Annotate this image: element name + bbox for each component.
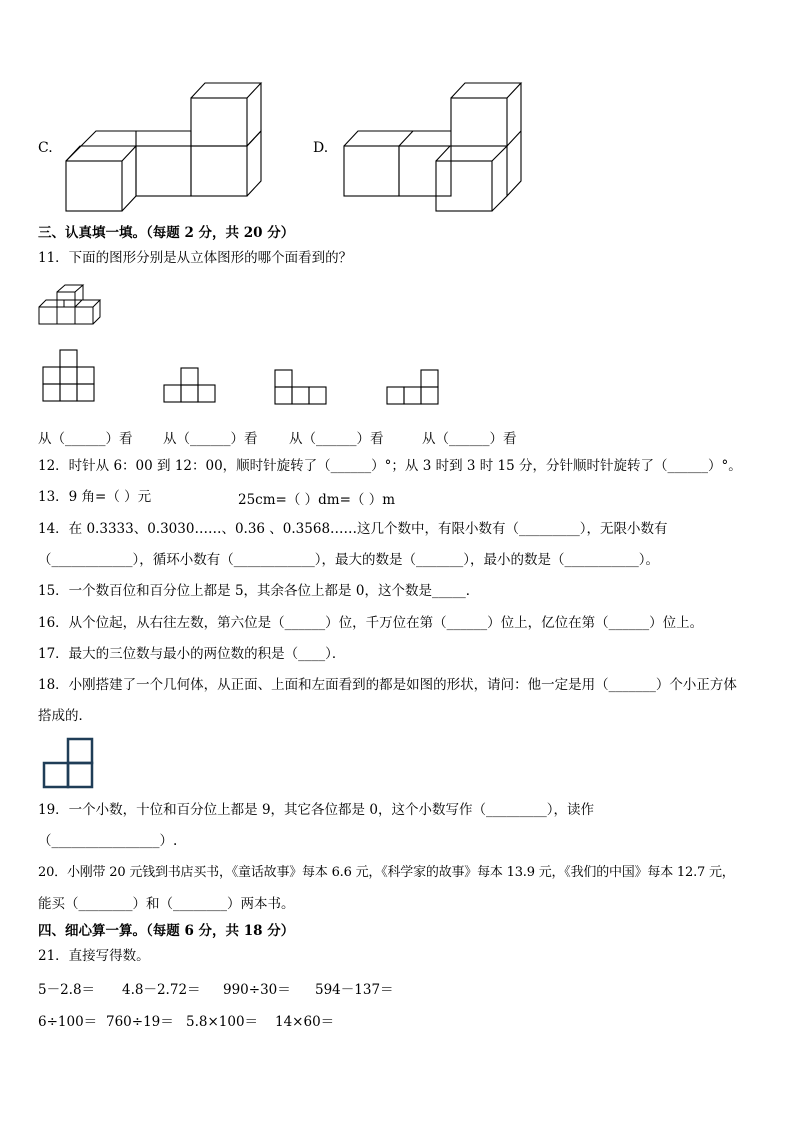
question-20-line-2: 能买（________）和（________）两本书。 [38, 896, 295, 912]
q11-answer-2[interactable]: 从（______）看 [163, 431, 258, 447]
calc-1-2: 4.8－2.72＝ [122, 982, 201, 998]
calc-2-3: 5.8×100＝ [186, 1014, 259, 1030]
calc-2-4: 14×60＝ [275, 1014, 335, 1030]
question-19-line-1: 19．一个小数，十位和百分位上都是 9，其它各位都是 0，这个小数写作（_________），读作 [38, 802, 594, 818]
q11-answer-1[interactable]: 从（______）看 [38, 431, 133, 447]
question-18-line-2: 搭成的． [38, 708, 92, 724]
section-3-heading: 三、认真填一填。（每题 2 分，共 20 分） [38, 225, 295, 241]
calc-2-2: 760÷19＝ [106, 1014, 174, 1030]
option-c-label: C. [38, 140, 53, 156]
question-18-line-1: 18．小刚搭建了一个几何体，从正面、上面和左面看到的都是如图的形状，请问：他一定是用（_______）个小正方体 [38, 677, 737, 693]
option-d-figure [340, 80, 540, 220]
question-15: 15．一个数百位和百分位上都是 5，其余各位上都是 0，这个数是_____． [38, 583, 480, 599]
question-13-part-1: 13．9 角=（ ）元 [38, 489, 152, 505]
calc-1-1: 5－2.8＝ [38, 982, 96, 998]
q11-view-4 [386, 369, 446, 409]
question-21: 21．直接写得数。 [38, 948, 150, 964]
question-12: 12．时针从 6：00 到 12：00，顺时针旋转了（______）°；从 3 时到 3 时 15 分，分针顺时针旋转了（______）°。 [38, 458, 742, 474]
question-17: 17．最大的三位数与最小的两位数的积是（____）． [38, 646, 346, 662]
calc-2-1: 6÷100＝ [38, 1014, 98, 1030]
q11-view-3 [274, 369, 334, 409]
question-11: 11．下面的图形分别是从立体图形的哪个面看到的？ [38, 250, 353, 266]
calc-1-4: 594－137＝ [315, 982, 394, 998]
question-19-line-2: （________________）. [38, 833, 178, 849]
q11-answer-3[interactable]: 从（______）看 [289, 431, 384, 447]
question-14-line-1: 14．在 0.3333、0.3030……、0.36 、0.3568……这几个数中，有限小数有（_________），无限小数有 [38, 521, 668, 537]
q11-view-2 [163, 367, 223, 407]
calc-1-3: 990÷30＝ [223, 982, 291, 998]
option-d-label: D. [313, 140, 329, 156]
section-4-heading: 四、细心算一算。（每题 6 分，共 18 分） [38, 923, 295, 939]
q11-solid-figure [38, 282, 108, 327]
q11-answer-4[interactable]: 从（______）看 [422, 431, 517, 447]
question-14-line-2: （____________），循环小数有（____________），最大的数是（_______），最小的数是（___________）。 [38, 552, 659, 568]
q18-view-figure [42, 737, 98, 793]
question-20-line-1: 20．小刚带 20 元钱到书店买书，《童话故事》每本 6.6 元，《科学家的故事》每本 13.9 元，《我们的中国》每本 12.7 元， [38, 865, 735, 880]
q11-view-1 [42, 349, 102, 404]
option-c-figure [60, 80, 290, 220]
question-16: 16．从个位起，从右往左数，第六位是（______）位，千万位在第（______）位上，亿位在第（______）位上。 [38, 615, 704, 631]
question-13-part-2: 25cm=（ ）dm=（ ）m [238, 492, 395, 508]
